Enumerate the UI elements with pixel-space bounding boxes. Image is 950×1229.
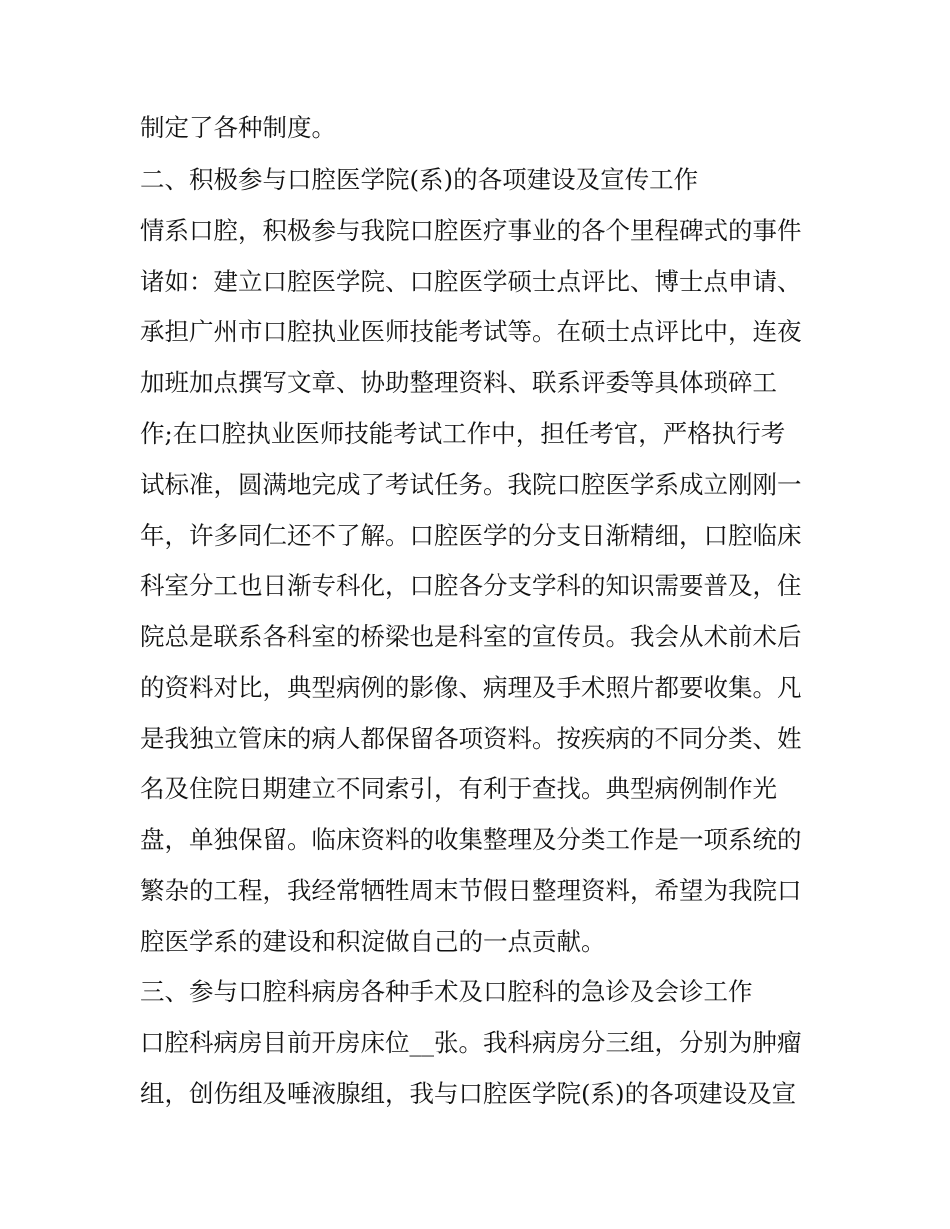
- text-line: 腔医学系的建设和积淀做自己的一点贡献。: [140, 927, 606, 956]
- text-line: 口腔科病房目前开房床位__张。我科病房分三组，分别为肿瘤: [140, 1028, 802, 1057]
- text-line: 的资料对比，典型病例的影像、病理及手术照片都要收集。凡: [140, 673, 802, 702]
- text-line: 加班加点撰写文章、协助整理资料、联系评委等具体琐碎工: [140, 368, 777, 397]
- text-line: 承担广州市口腔执业医师技能考试等。在硕士点评比中，连夜: [140, 317, 802, 346]
- text-line: 繁杂的工程，我经常牺牲周末节假日整理资料，希望为我院口: [140, 876, 802, 905]
- text-line: 是我独立管床的病人都保留各项资料。按疾病的不同分类、姓: [140, 724, 802, 753]
- text-line: 作;在口腔执业医师技能考试工作中，担任考官，严格执行考: [140, 419, 786, 448]
- text-line: 盘，单独保留。临床资料的收集整理及分类工作是一项系统的: [140, 825, 802, 854]
- text-line: 名及住院日期建立不同索引，有利于查找。典型病例制作光: [140, 774, 777, 803]
- text-line: 年，许多同仁还不了解。口腔医学的分支日渐精细，口腔临床: [140, 521, 802, 550]
- text-line: 制定了各种制度。: [140, 113, 336, 142]
- text-line: 组，创伤组及唾液腺组，我与口腔医学院(系)的各项建设及宣: [140, 1079, 797, 1108]
- text-line: 科室分工也日渐专科化，口腔各分支学科的知识需要普及，住: [140, 571, 802, 600]
- text-line: 诸如：建立口腔医学院、口腔医学硕士点评比、博士点申请、: [140, 267, 802, 296]
- section-heading-2: 二、积极参与口腔医学院(系)的各项建设及宣传工作: [140, 165, 699, 194]
- text-line: 情系口腔，积极参与我院口腔医疗事业的各个里程碑式的事件: [140, 216, 802, 245]
- section-heading-3: 三、参与口腔科病房各种手术及口腔科的急诊及会诊工作: [140, 977, 753, 1006]
- text-line: 院总是联系各科室的桥梁也是科室的宣传员。我会从术前术后: [140, 622, 802, 651]
- text-line: 试标准，圆满地完成了考试任务。我院口腔医学系成立刚刚一: [140, 470, 802, 499]
